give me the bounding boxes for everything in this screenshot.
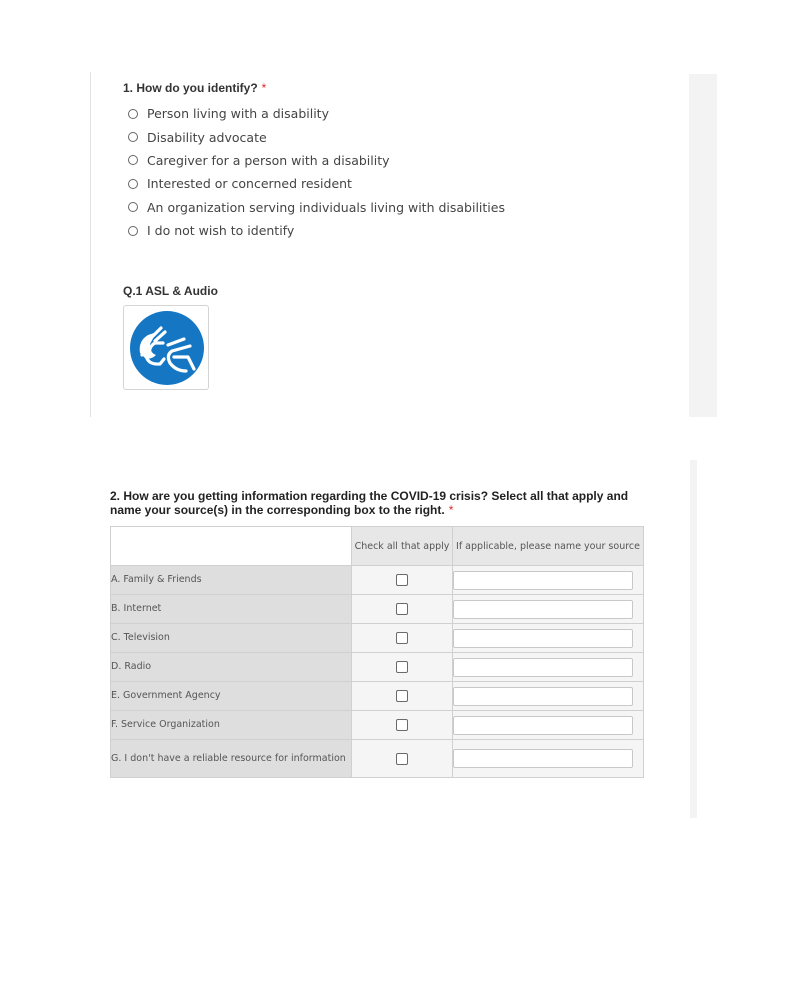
checkbox[interactable] [396, 632, 408, 644]
option-label: I do not wish to identify [147, 223, 295, 239]
asl-video-button[interactable] [123, 305, 209, 390]
question-2-title [110, 489, 655, 517]
radio-button[interactable] [128, 155, 138, 165]
checkbox-cell [352, 653, 453, 682]
source-input[interactable] [453, 716, 633, 735]
question-1-options [128, 102, 505, 242]
table-row [111, 595, 644, 624]
table-row [111, 624, 644, 653]
radio-option-caregiver[interactable] [128, 149, 505, 172]
radio-option-resident[interactable] [128, 172, 505, 195]
source-input[interactable] [453, 571, 633, 590]
option-label: Person living with a disability [147, 106, 329, 122]
row-label: D. Radio [111, 653, 352, 682]
checkbox-cell [352, 595, 453, 624]
row-label: C. Television [111, 624, 352, 653]
source-cell [453, 624, 644, 653]
sign-language-icon [128, 309, 206, 387]
required-marker: * [261, 81, 267, 95]
source-cell [453, 566, 644, 595]
header-source: If applicable, please name your source [453, 527, 644, 566]
row-label: E. Government Agency [111, 682, 352, 711]
section-divider [90, 72, 91, 417]
table-row [111, 653, 644, 682]
source-cell [453, 740, 644, 778]
source-cell [453, 682, 644, 711]
source-input[interactable] [453, 629, 633, 648]
checkbox-cell [352, 740, 453, 778]
radio-option-advocate[interactable] [128, 125, 505, 148]
option-label: Caregiver for a person with a disability [147, 152, 390, 168]
question-1-text: 1. How do you identify? [123, 81, 258, 95]
checkbox[interactable] [396, 690, 408, 702]
radio-button[interactable] [128, 109, 138, 119]
source-input[interactable] [453, 687, 633, 706]
option-label: Interested or concerned resident [147, 176, 352, 192]
checkbox-cell [352, 566, 453, 595]
table-row [111, 711, 644, 740]
side-panel [690, 460, 697, 818]
source-input[interactable] [453, 749, 633, 768]
checkbox-cell [352, 624, 453, 653]
source-input[interactable] [453, 658, 633, 677]
option-label: Disability advocate [147, 129, 267, 145]
row-label: A. Family & Friends [111, 566, 352, 595]
asl-audio-title: Q.1 ASL & Audio [123, 284, 218, 298]
source-cell [453, 653, 644, 682]
radio-option-no-identify[interactable] [128, 219, 505, 242]
header-empty-cell [111, 527, 352, 566]
radio-option-organization[interactable] [128, 196, 505, 219]
checkbox-cell [352, 682, 453, 711]
checkbox[interactable] [396, 719, 408, 731]
source-input[interactable] [453, 600, 633, 619]
question-2-text: 2. How are you getting information regarding the COVID-19 crisis? Select all that apply and name your source(s) in the corresponding box to the right. [110, 489, 629, 517]
required-marker: * [448, 503, 454, 517]
source-cell [453, 595, 644, 624]
side-panel [689, 74, 717, 417]
radio-button[interactable] [128, 202, 138, 212]
row-label: B. Internet [111, 595, 352, 624]
source-cell [453, 711, 644, 740]
option-label: An organization serving individuals living with disabilities [147, 199, 505, 215]
radio-button[interactable] [128, 132, 138, 142]
header-check-all: Check all that apply [352, 527, 453, 566]
table-header [111, 527, 644, 566]
row-label: G. I don't have a reliable resource for information [111, 740, 352, 778]
table-row [111, 740, 644, 778]
radio-button[interactable] [128, 226, 138, 236]
question-1-title [123, 81, 266, 95]
checkbox[interactable] [396, 603, 408, 615]
checkbox[interactable] [396, 574, 408, 586]
row-label: F. Service Organization [111, 711, 352, 740]
checkbox-cell [352, 711, 453, 740]
table-row [111, 566, 644, 595]
radio-option-disability[interactable] [128, 102, 505, 125]
checkbox[interactable] [396, 661, 408, 673]
sources-table [110, 526, 644, 778]
table-row [111, 682, 644, 711]
radio-button[interactable] [128, 179, 138, 189]
checkbox[interactable] [396, 753, 408, 765]
